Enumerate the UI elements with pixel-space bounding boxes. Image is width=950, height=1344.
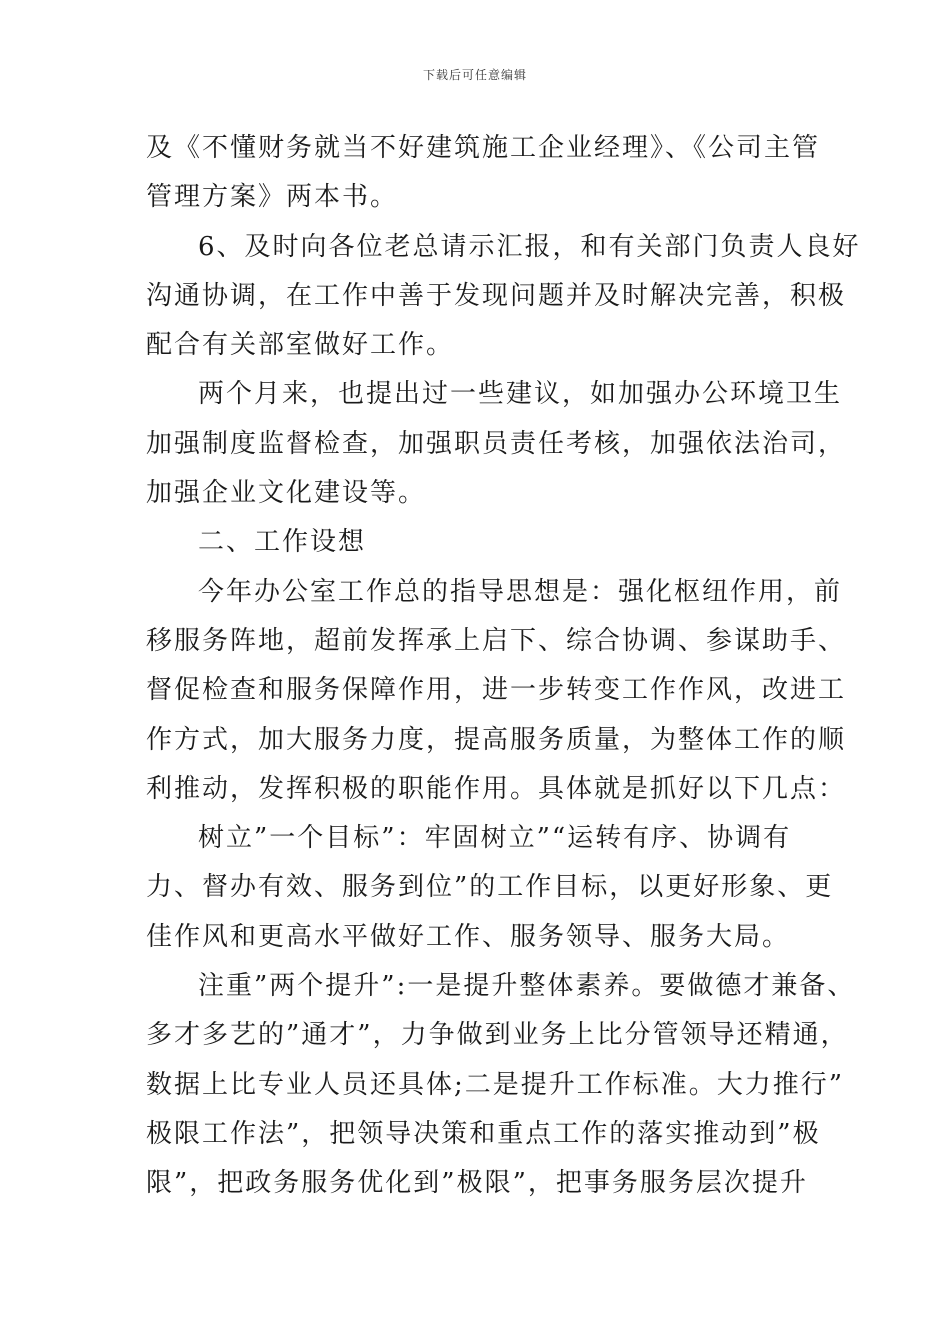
text-line: 佳作风和更高水平做好工作、服务领导、服务大局。: [146, 921, 791, 952]
text-line: 管理方案》两本书。: [146, 182, 399, 213]
text-line: 限”，把政务服务优化到”极限”，把事务服务层次提升: [146, 1168, 808, 1199]
text-line: 6、及时向各位老总请示汇报，和有关部门负责人良好: [198, 231, 861, 262]
text-line: 加强制度监督检查，加强职员责任考核，加强依法治司，: [146, 428, 847, 459]
text-line: 利推动，发挥积极的职能作用。具体就是抓好以下几点：: [146, 773, 847, 804]
text-line: 加强企业文化建设等。: [146, 478, 427, 509]
page-header-note: 下载后可任意编辑: [422, 68, 527, 82]
text-line: 两个月来，也提出过一些建议，如加强办公环境卫生: [198, 379, 843, 410]
text-line: 今年办公室工作总的指导思想是：强化枢纽作用，前: [198, 576, 843, 607]
text-line: 树立”一个目标”：牢固树立”“运转有序、协调有: [198, 823, 792, 854]
text-line: 多才多艺的”通才”，力争做到业务上比分管领导还精通，: [146, 1020, 849, 1051]
text-line: 督促检查和服务保障作用，进一步转变工作作风，改进工: [146, 675, 847, 706]
section-heading: 二、工作设想: [198, 527, 367, 558]
text-line: 配合有关部室做好工作。: [146, 330, 455, 361]
text-line: 极限工作法”，把领导决策和重点工作的落实推动到”极: [146, 1118, 821, 1149]
text-line: 及《不懂财务就当不好建筑施工企业经理》、《公司主管: [146, 133, 821, 163]
text-line: 移服务阵地，超前发挥承上启下、综合协调、参谋助手、: [146, 625, 847, 656]
text-line: 注重”两个提升”:一是提升整体素养。要做德才兼备、: [198, 971, 856, 1002]
text-line: 数据上比专业人员还具体;二是提升工作标准。大力推行”: [146, 1069, 845, 1100]
text-line: 力、督办有效、服务到位”的工作目标，以更好形象、更: [146, 872, 834, 903]
text-line: 沟通协调，在工作中善于发现问题并及时解决完善，积极: [146, 280, 847, 311]
text-line: 作方式，加大服务力度，提高服务质量，为整体工作的顺: [146, 724, 847, 755]
document-body: [146, 124, 861, 1209]
